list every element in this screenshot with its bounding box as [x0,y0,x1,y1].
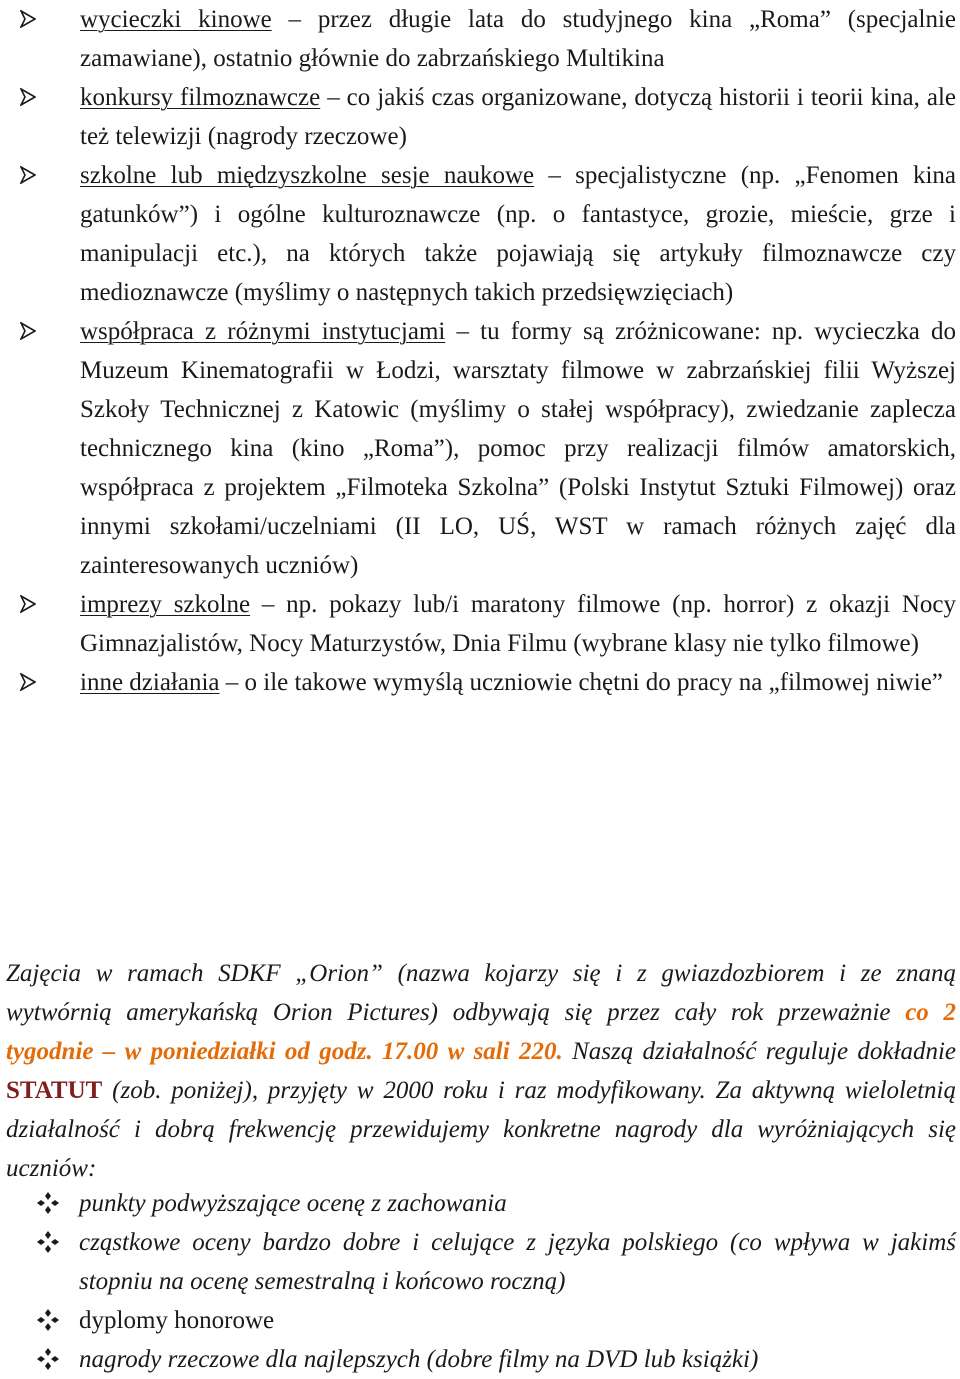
arrowhead-bullet-icon [20,312,44,351]
four-diamond-bullet-icon [37,1301,63,1340]
reward-text: nagrody rzeczowe dla najlepszych (dobre filmy na DVD lub książki) [79,1346,759,1373]
list-item [0,1301,960,1340]
item-heading: inne działania [80,669,220,696]
four-diamond-bullet-icon [37,1184,63,1223]
item-heading: imprezy szkolne [80,591,251,618]
item-text: – co jakiś czas organizowane, dotyczą historii i teorii kina, ale też telewizji (nagrody rzeczowe) [80,84,956,150]
meeting-frequency-highlight: co 2 tygodnie [6,999,956,1065]
arrowhead-bullet-icon [20,585,44,624]
arrowhead-bullet-icon [20,78,44,117]
list-item [0,585,960,663]
list-item [0,156,960,312]
paragraph-text: Zajęcia w ramach SDKF „Orion” (nazwa kojarzy się i z gwiazdozbiorem i ze znaną wytwórnią amerykańską Orion Pictures) odbywają się przez cały rok przeważnie [6,960,956,1026]
item-text: – o ile takowe wymyślą uczniowie chętni do pracy na „filmowej niwie” [219,669,943,696]
list-item [0,1184,960,1223]
arrowhead-bullet-icon [20,156,44,195]
arrowhead-bullet-icon [20,0,44,39]
item-heading: współpraca z różnymi instytucjami [80,318,446,345]
four-diamond-bullet-icon [37,1223,63,1262]
list-item [0,1340,960,1379]
reward-text: punkty podwyższające ocenę z zachowania [79,1190,507,1217]
item-text: – przez długie lata do studyjnego kina „Roma” (specjalnie zamawiane), ostatnio głównie do zabrzańskiego Multikina [80,6,956,72]
list-item [0,663,960,702]
statut-highlight: STATUT [6,1077,103,1104]
paragraph-text: Naszą działalność reguluje dokładnie [562,1038,956,1065]
item-text: – np. pokazy lub/i maratony filmowe (np. horror) z okazji Nocy Gimnazjalistów, Nocy Maturzystów, Dnia Filmu (wybrane klasy nie tylko filmowe) [80,591,956,657]
item-text: – specjalistyczne (np. „Fenomen kina gatunków”) i ogólne kulturoznawcze (np. o fantastyce, grozie, mieście, grze i manipulacji etc.), na których także pojawiają się artykuły filmoznawcze czy medioznawcze (myślimy o następnych takich przedsięwzięciach) [80,162,956,306]
list-item [0,312,960,585]
item-heading: konkursy filmoznawcze [80,84,321,111]
item-heading: wycieczki kinowe [80,6,272,33]
list-item [0,1223,960,1301]
rewards-list [0,1184,960,1379]
list-item [0,78,960,156]
meeting-time-highlight: – w poniedziałki od godz. 17.00 w sali 220. [93,1038,563,1065]
item-text: – tu formy są zróżnicowane: np. wycieczka do Muzeum Kinematografii w Łodzi, warsztaty filmowe w zabrzańskiej filii Wyższej Szkoły Technicznej z Katowic (myślimy o stałej współpracy), zwiedzanie zaplecza technicznego kina (kino „Roma”), pomoc przy realizacji filmów amatorskich, współpraca z projektem „Filmoteka Szkolna” (Polski Instytut Sztuki Filmowej) oraz innymi szkołami/uczelniami (II LO, UŚ, WST w ramach różnych zajęć dla zainteresowanych uczniów) [80,318,956,579]
list-item [0,0,960,78]
club-description-paragraph [6,954,956,1188]
reward-text: cząstkowe oceny bardzo dobre i celujące z języka polskiego (co wpływa w jakimś stopniu na ocenę semestralną i końcowo roczną) [79,1229,956,1295]
item-heading: szkolne lub międzyszkolne sesje naukowe [80,162,535,189]
paragraph-text: (zob. poniżej), przyjęty w 2000 roku i raz modyfikowany. Za aktywną wieloletnią działalność i dobrą frekwencję przewidujemy konkretne nagrody dla wyróżniających się uczniów: [6,1077,956,1182]
four-diamond-bullet-icon [37,1340,63,1379]
arrowhead-bullet-icon [20,663,44,702]
reward-text: dyplomy honorowe [79,1307,275,1334]
